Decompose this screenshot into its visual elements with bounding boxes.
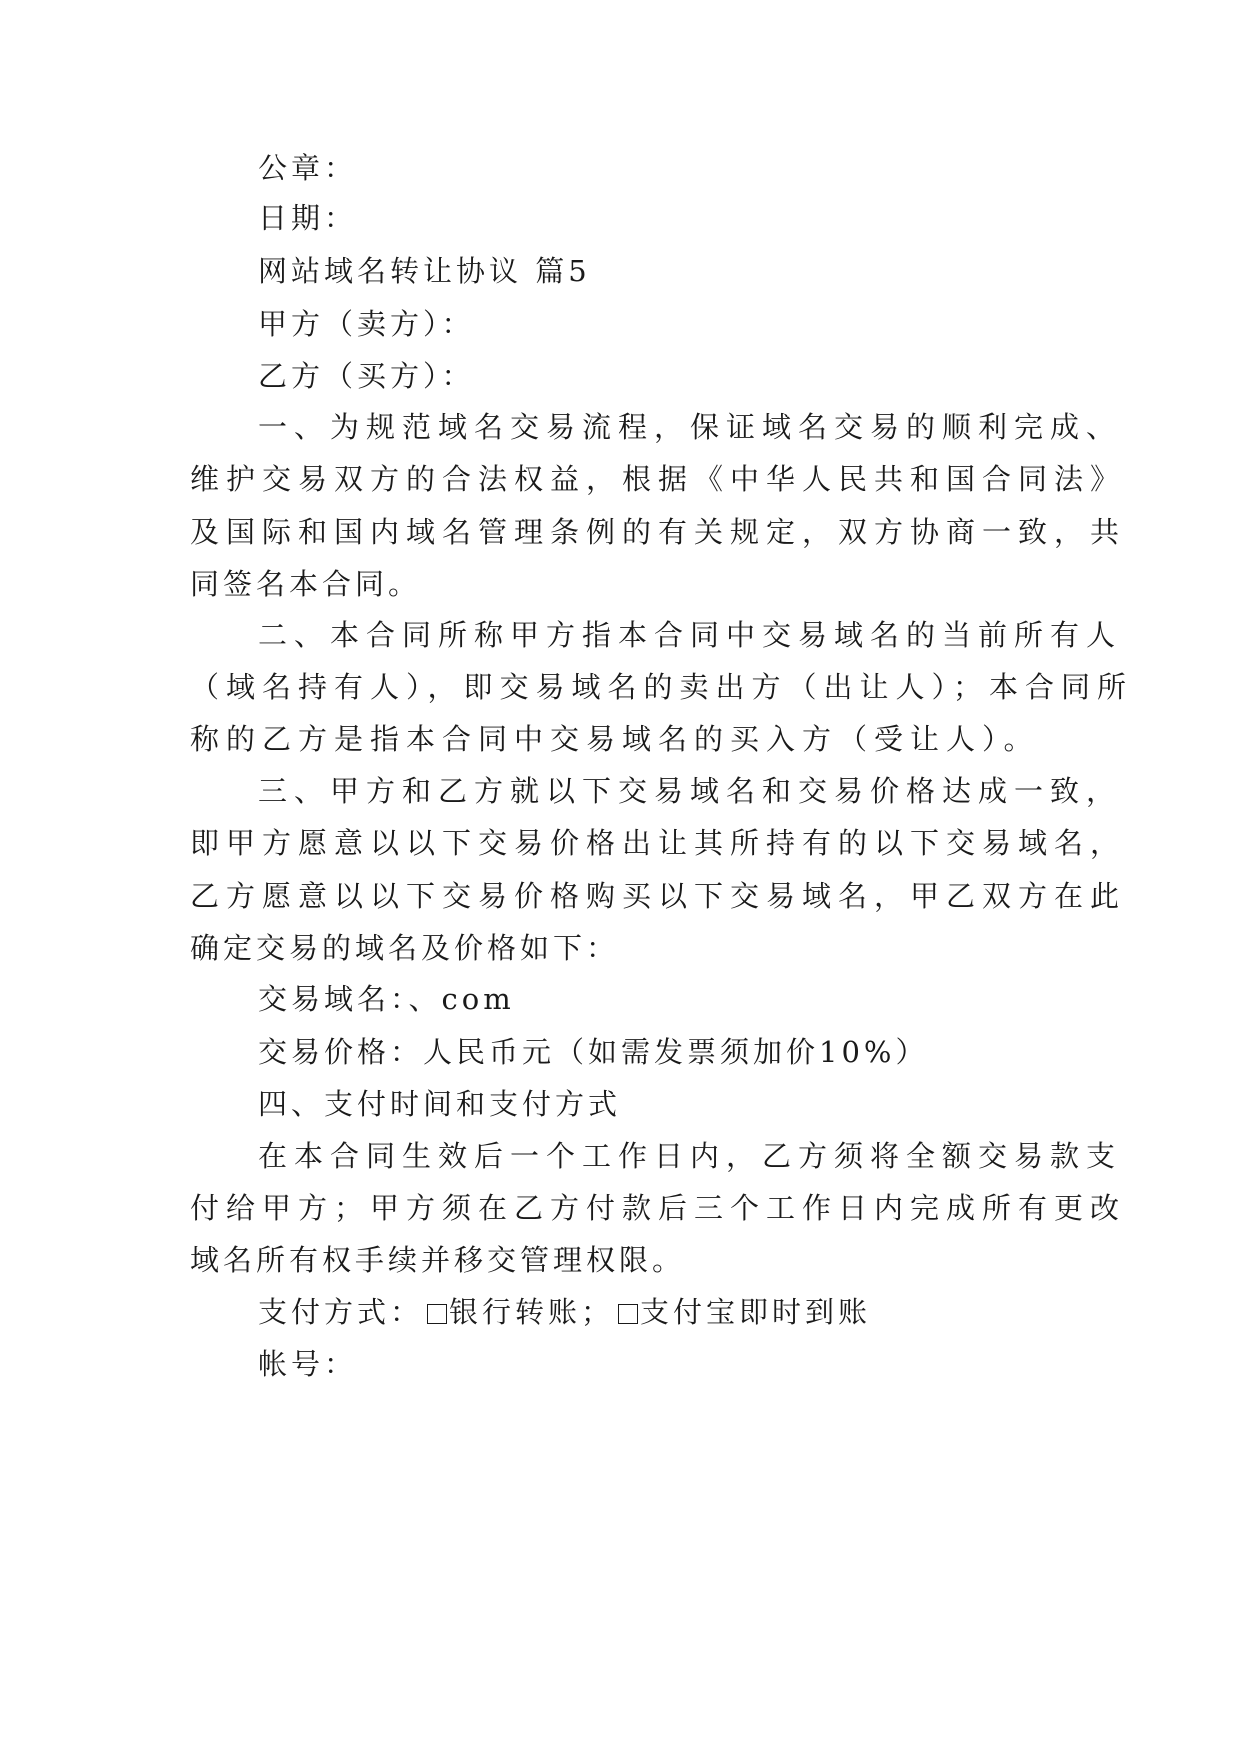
clause-3-line-2: 即甲方愿意以以下交易价格出让其所持有的以下交易域名，: [190, 826, 1127, 860]
clause-2-line-3: 称的乙方是指本合同中交易域名的买入方（受让人）。: [190, 722, 1040, 756]
bank-transfer-option: 银行转账；: [449, 1295, 615, 1329]
clause-3-line-1: 三、甲方和乙方就以下交易域名和交易价格达成一致，: [258, 774, 1123, 808]
agreement-title: 网站域名转让协议 篇5: [258, 254, 591, 288]
clause-4-line-2: 付给甲方；甲方须在乙方付款后三个工作日内完成所有更改: [190, 1191, 1127, 1225]
clause-2-line-2: （域名持有人），即交易域名的卖出方（出让人）；本合同所: [190, 670, 1134, 704]
bank-transfer-checkbox-icon: [427, 1304, 447, 1324]
clause-1-line-2: 维护交易双方的合法权益，根据《中华人民共和国合同法》: [190, 462, 1127, 496]
party-b-label: 乙方（买方）：: [258, 359, 475, 393]
seal-label: 公章：: [258, 151, 358, 185]
alipay-option: 支付宝即时到账: [640, 1295, 872, 1329]
price-line: 交易价格：人民币元（如需发票须加价10%）: [258, 1035, 929, 1069]
payment-method-label: 支付方式：: [258, 1295, 424, 1329]
clause-3-line-3: 乙方愿意以以下交易价格购买以下交易域名，甲乙双方在此: [190, 879, 1127, 913]
account-label: 帐号：: [258, 1347, 358, 1381]
clause-4-line-3: 域名所有权手续并移交管理权限。: [190, 1243, 686, 1277]
alipay-checkbox-icon: [618, 1304, 638, 1324]
domain-line: 交易域名：、com: [258, 982, 515, 1016]
clause-4-line-1: 在本合同生效后一个工作日内，乙方须将全额交易款支: [258, 1139, 1123, 1173]
date-label: 日期：: [258, 201, 358, 235]
payment-method-line: [258, 1290, 871, 1334]
clause-4-heading: 四、支付时间和支付方式: [258, 1087, 622, 1121]
clause-2-line-1: 二、本合同所称甲方指本合同中交易域名的当前所有人: [258, 618, 1123, 652]
clause-3-line-4: 确定交易的域名及价格如下：: [190, 931, 620, 965]
clause-1-line-4: 同签名本合同。: [190, 567, 422, 601]
clause-1-line-1: 一、为规范域名交易流程，保证域名交易的顺利完成、: [258, 410, 1123, 444]
party-a-label: 甲方（卖方）：: [258, 307, 475, 341]
clause-1-line-3: 及国际和国内域名管理条例的有关规定，双方协商一致，共: [190, 515, 1127, 549]
